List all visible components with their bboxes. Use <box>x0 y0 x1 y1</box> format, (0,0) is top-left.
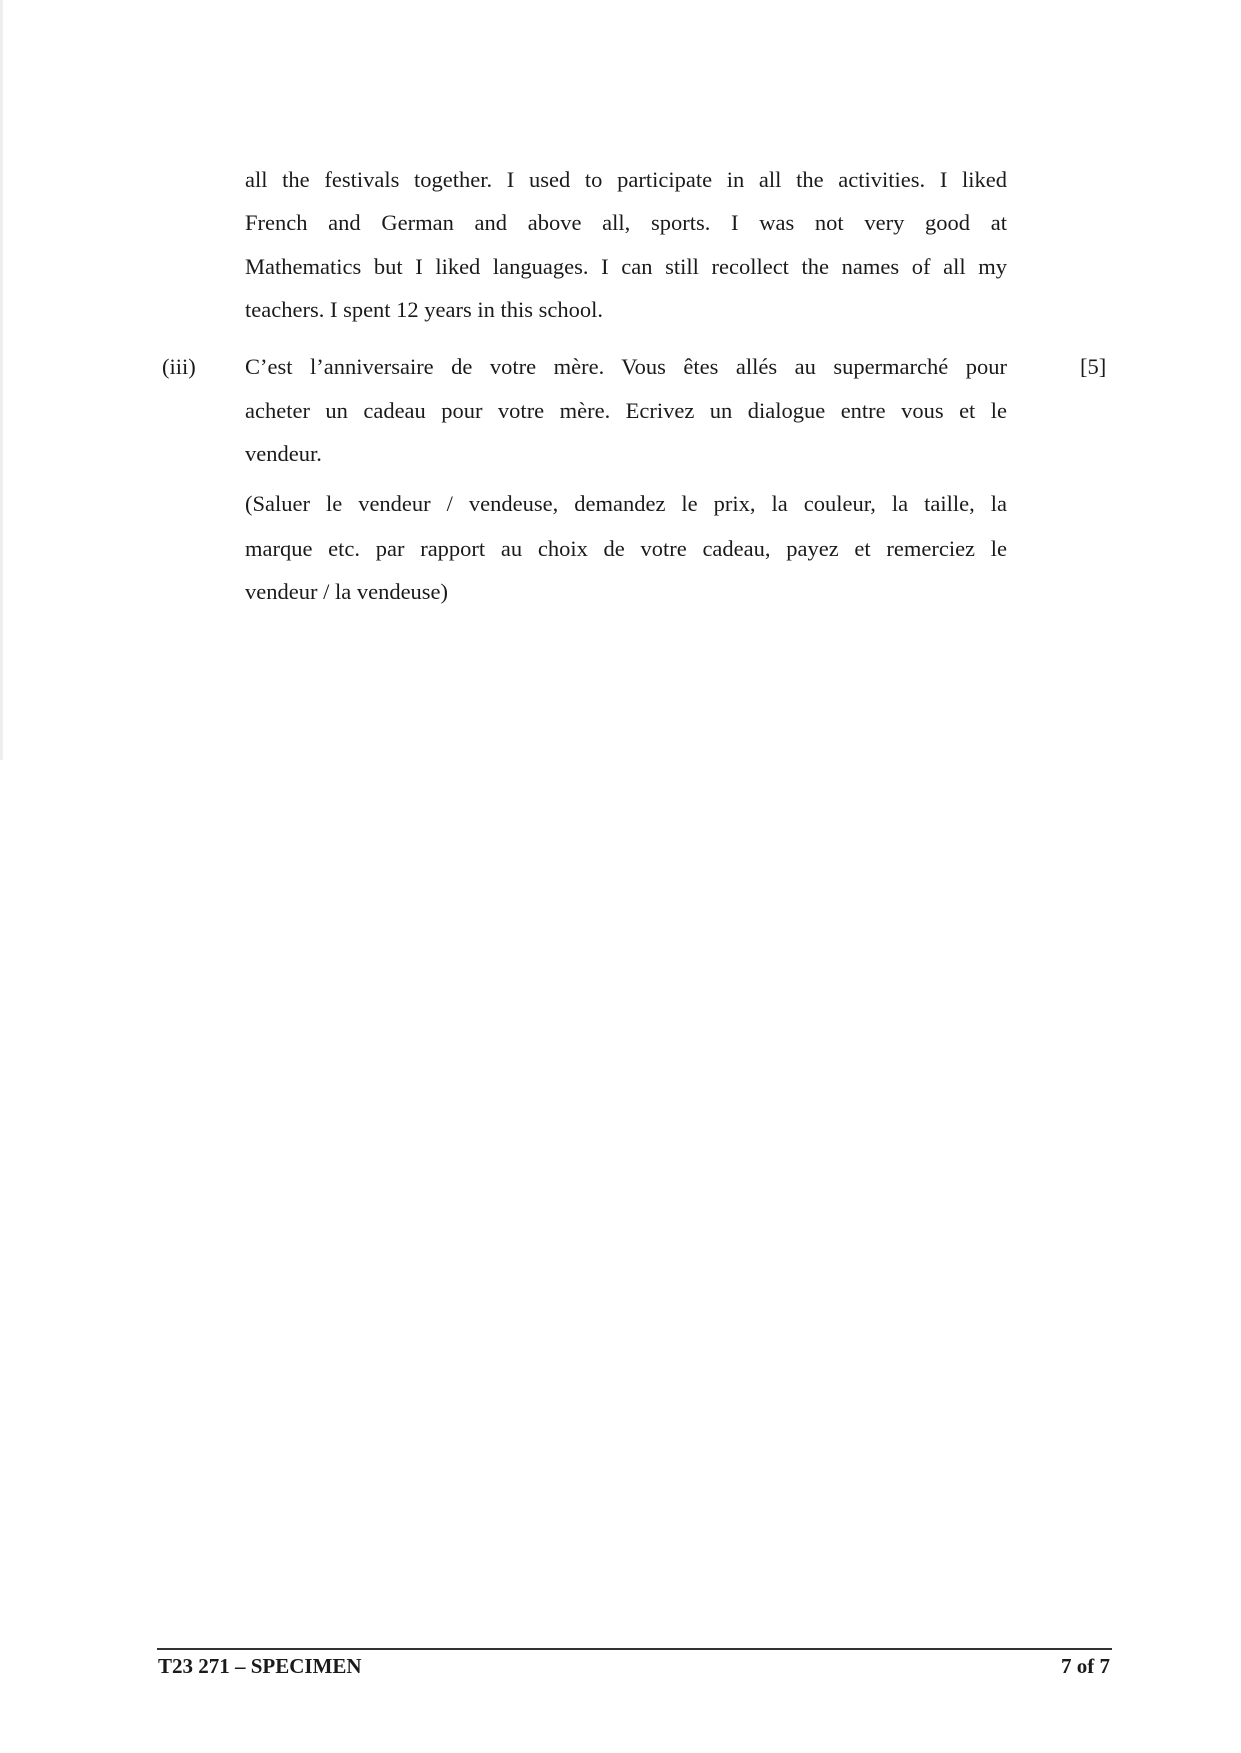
scan-edge <box>0 0 3 760</box>
hint-line: marque etc. par rapport au choix de votre cadeau, payez et remerciez le <box>245 536 1007 561</box>
paper-code: T23 271 – SPECIMEN <box>158 1654 362 1678</box>
hint-line: (Saluer le vendeur / vendeuse, demandez le prix, la couleur, la taille, la <box>245 491 1007 516</box>
question-line: C’est l’anniversaire de votre mère. Vous êtes allés au supermarché pour <box>245 354 1007 379</box>
footer-rule <box>157 1648 1112 1650</box>
passage-line: Mathematics but I liked languages. I can still recollect the names of all my <box>245 254 1007 279</box>
question-line: vendeur. <box>245 441 322 466</box>
question-marks: [5] <box>1080 354 1107 379</box>
question-line: acheter un cadeau pour votre mère. Ecrivez un dialogue entre vous et le <box>245 398 1007 423</box>
passage-line: teachers. I spent 12 years in this school. <box>245 297 604 322</box>
passage-line: all the festivals together. I used to participate in all the activities. I liked <box>245 167 1007 192</box>
hint-line: vendeur / la vendeuse) <box>245 579 449 604</box>
question-number: (iii) <box>162 354 196 379</box>
passage-line: French and German and above all, sports. I was not very good at <box>245 210 1007 235</box>
page-number: 7 of 7 <box>1061 1654 1110 1678</box>
